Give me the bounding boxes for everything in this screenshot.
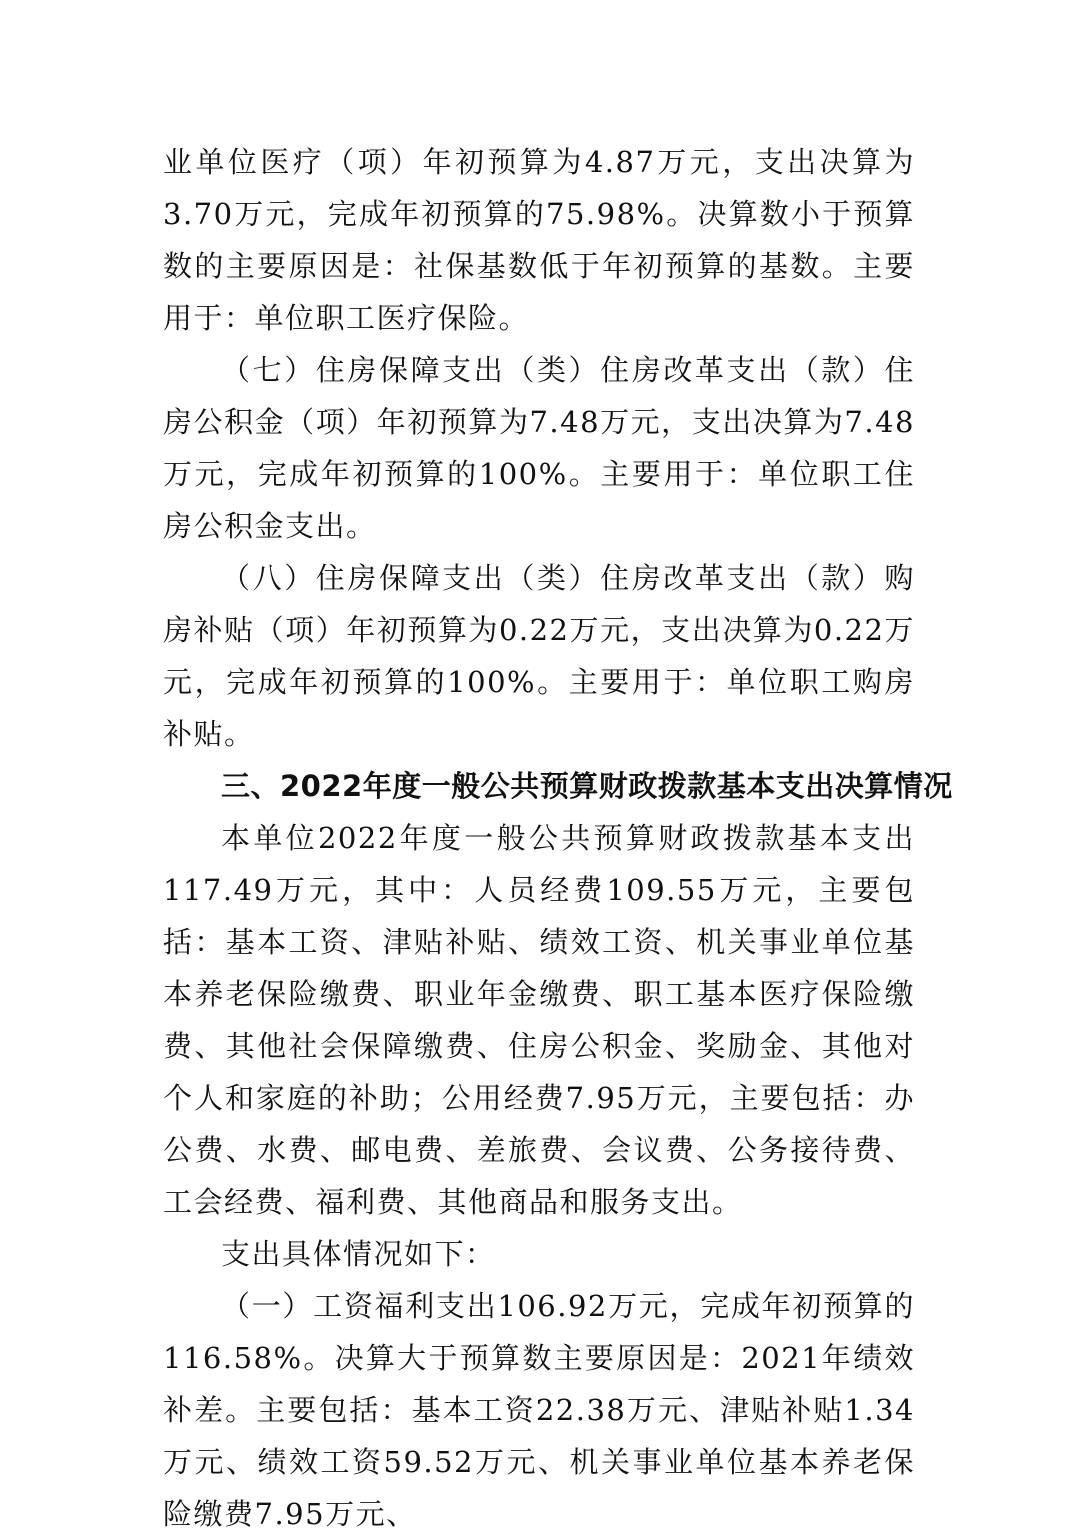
paragraph-housing-fund: （七）住房保障支出（类）住房改革支出（款）住房公积金（项）年初预算为7.48万元，支出决算为7.48万元，完成年初预算的100%。主要用于：单位职工住房公积金支出。	[163, 353, 915, 543]
paragraph-wage-welfare: （一）工资福利支出106.92万元，完成年初预算的116.58%。决算大于预算数主要原因是：2021年绩效补差。主要包括：基本工资22.38万元、津贴补贴1.34万元、绩效工资59.52万元、机关事业单位基本养老保险缴费7.95万元、	[163, 1289, 915, 1531]
section-heading-basic-expenditure: 三、2022年度一般公共预算财政拨款基本支出决算情况	[221, 769, 953, 803]
paragraph-expenditure-details-intro: 支出具体情况如下：	[221, 1237, 496, 1271]
document-body	[163, 136, 953, 1540]
paragraph-basic-expenditure-summary: 本单位2022年度一般公共预算财政拨款基本支出117.49万元，其中：人员经费109.55万元，主要包括：基本工资、津贴补贴、绩效工资、机关事业单位基本养老保险缴费、职业年金缴费、职工基本医疗保险缴费、其他社会保障缴费、住房公积金、奖励金、其他对个人和家庭的补助；公用经费7.95万元，主要包括：办公费、水费、邮电费、差旅费、会议费、公务接待费、工会经费、福利费、其他商品和服务支出。	[163, 821, 915, 1219]
paragraph-housing-subsidy: （八）住房保障支出（类）住房改革支出（款）购房补贴（项）年初预算为0.22万元，支出决算为0.22万元，完成年初预算的100%。主要用于：单位职工购房补贴。	[163, 561, 915, 751]
paragraph-medical-insurance: 业单位医疗（项）年初预算为4.87万元，支出决算为3.70万元，完成年初预算的75.98%。决算数小于预算数的主要原因是：社保基数低于年初预算的基数。主要用于：单位职工医疗保险。	[163, 145, 915, 335]
